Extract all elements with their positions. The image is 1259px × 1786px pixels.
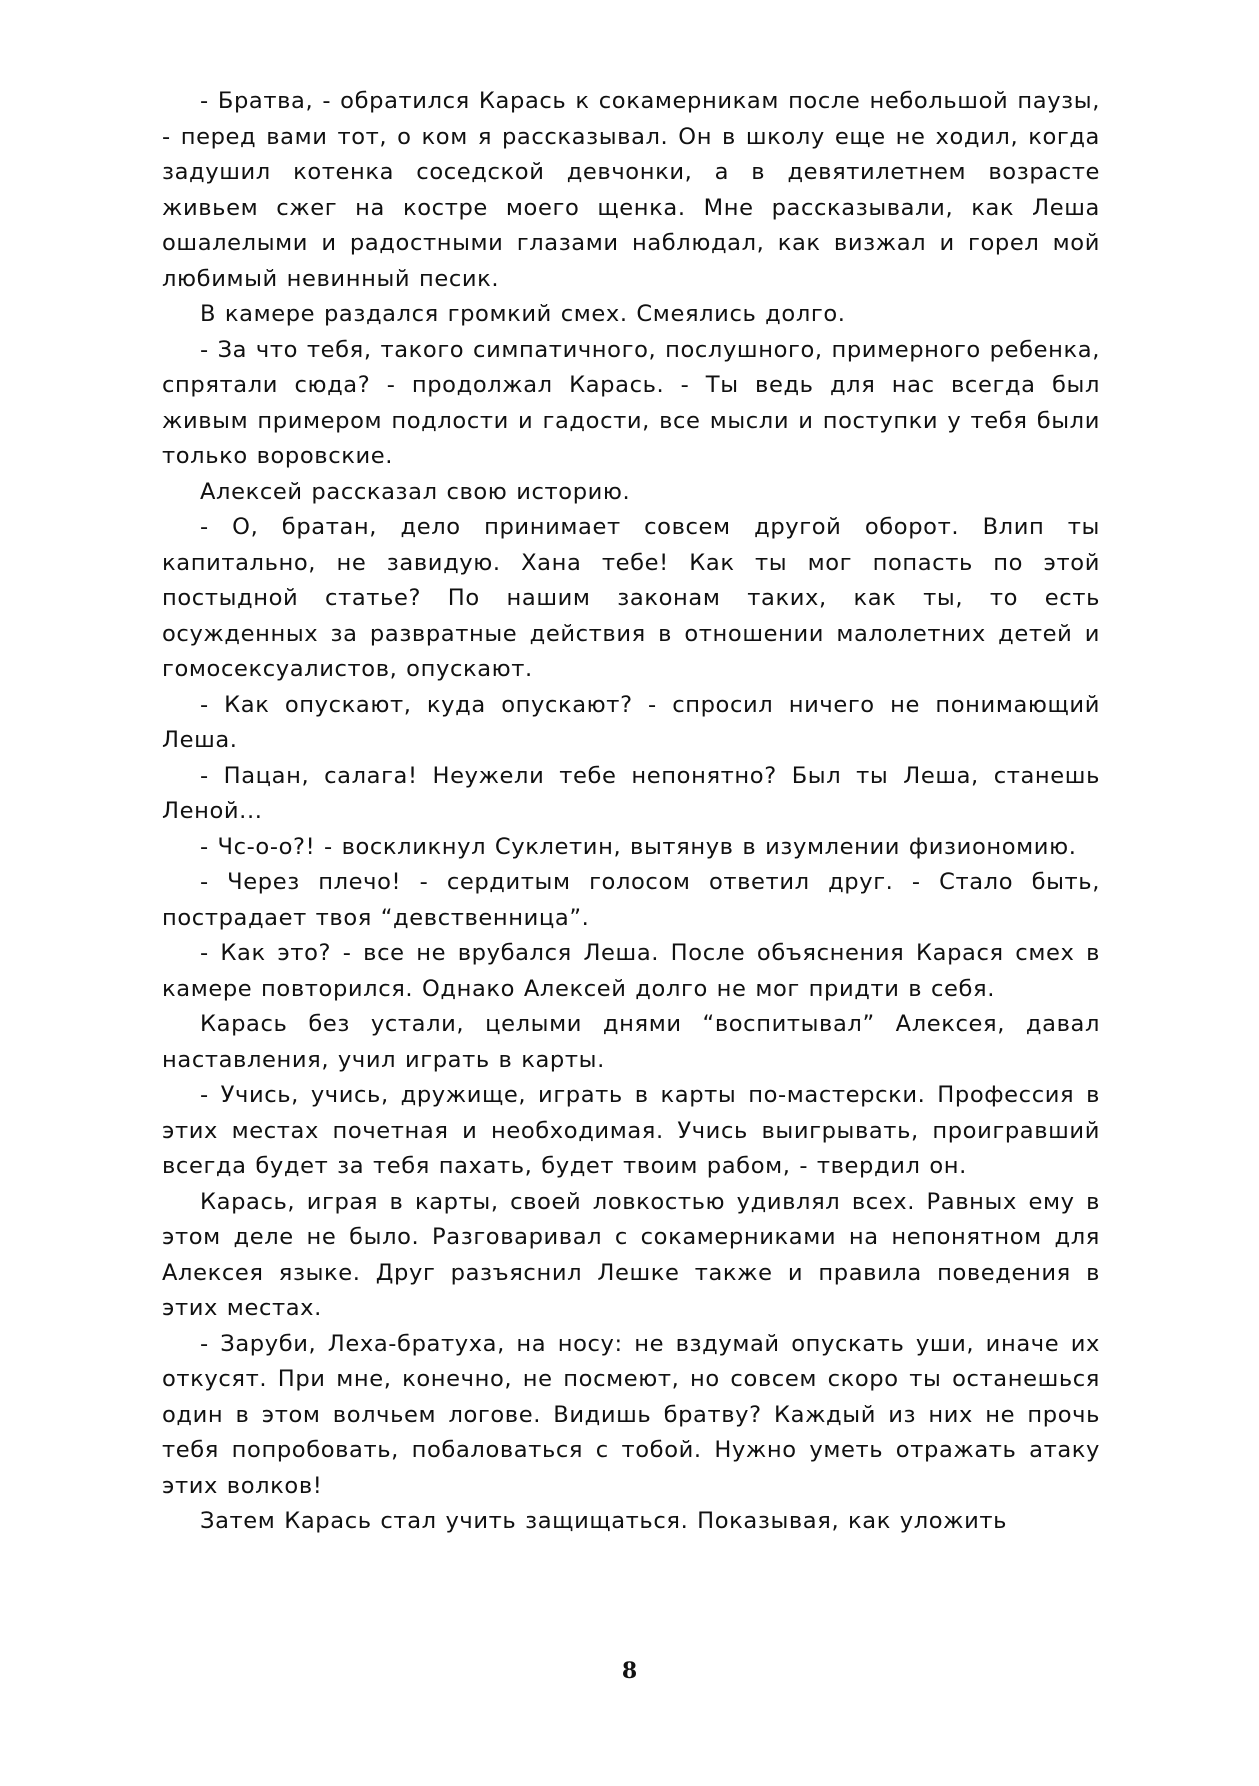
- paragraph: Карась без устали, целыми днями “воспитывал” Алексея, давал наставления, учил играть в карты.: [162, 1011, 1100, 1073]
- paragraph: - За что тебя, такого симпатичного, послушного, примерного ребенка, спрятали сюда? - продолжал Карась. - Ты ведь для нас всегда был живым примером подлости и гадости, все мысли и поступки у тебя были только воровские.: [162, 336, 1100, 469]
- page-number: 8: [621, 1658, 638, 1684]
- page-text: [162, 84, 1100, 1540]
- paragraph: Алексей рассказал свою историю.: [200, 478, 631, 505]
- paragraph: - Чс-о-о?! - воскликнул Суклетин, вытянув в изумлении физиономию.: [200, 833, 1077, 860]
- paragraph: - Как опускают, куда опускают? - спросил ничего не понимающий Леша.: [162, 691, 1100, 753]
- paragraph: - О, братан, дело принимает совсем другой оборот. Влип ты капитально, не завидую. Хана тебе! Как ты мог попасть по этой постыдной статье? По нашим законам таких, как ты, то есть осужденных за развратные действия в отношении малолетних детей и гомосексуалистов, опускают.: [162, 514, 1100, 682]
- paragraph: - Заруби, Леха-братуха, на носу: не вздумай опускать уши, иначе их откусят. При мне, конечно, не посмеют, но совсем скоро ты останешься один в этом волчьем логове. Видишь братву? Каждый из них не прочь тебя попробовать, побаловаться с тобой. Нужно уметь отражать атаку этих волков!: [162, 1330, 1100, 1499]
- paragraph: - Братва, - обратился Карась к сокамерникам после небольшой паузы, - перед вами тот, о ком я рассказывал. Он в школу еще не ходил, когда задушил котенка соседской девчонки, а в девятилетнем возрасте живьем сжег на костре моего щенка. Мне рассказывали, как Леша ошалелыми и радостными глазами наблюдал, как визжал и горел мой любимый невинный песик.: [162, 88, 1100, 292]
- paragraph: - Учись, учись, дружище, играть в карты по-мастерски. Профессия в этих местах почетная и необходимая. Учись выигрывать, проигравший всегда будет за тебя пахать, будет твоим рабом, - твердил он.: [162, 1082, 1100, 1179]
- paragraph: - Пацан, салага! Неужели тебе непонятно? Был ты Леша, станешь Леной...: [162, 762, 1100, 824]
- paragraph: - Через плечо! - сердитым голосом ответил друг. - Стало быть, пострадает твоя “девственница”.: [162, 869, 1100, 931]
- paragraph: Затем Карась стал учить защищаться. Показывая, как уложить: [200, 1508, 1008, 1534]
- paragraph: - Как это? - все не врубался Леша. После объяснения Карася смех в камере повторился. Однако Алексей долго не мог придти в себя.: [162, 940, 1100, 1002]
- paragraph: Карась, играя в карты, своей ловкостью удивлял всех. Равных ему в этом деле не было. Разговаривал с сокамерниками на непонятном для Алексея языке. Друг разъяснил Лешке также и правила поведения в этих местах.: [162, 1188, 1100, 1321]
- paragraph: В камере раздался громкий смех. Смеялись долго.: [200, 301, 846, 327]
